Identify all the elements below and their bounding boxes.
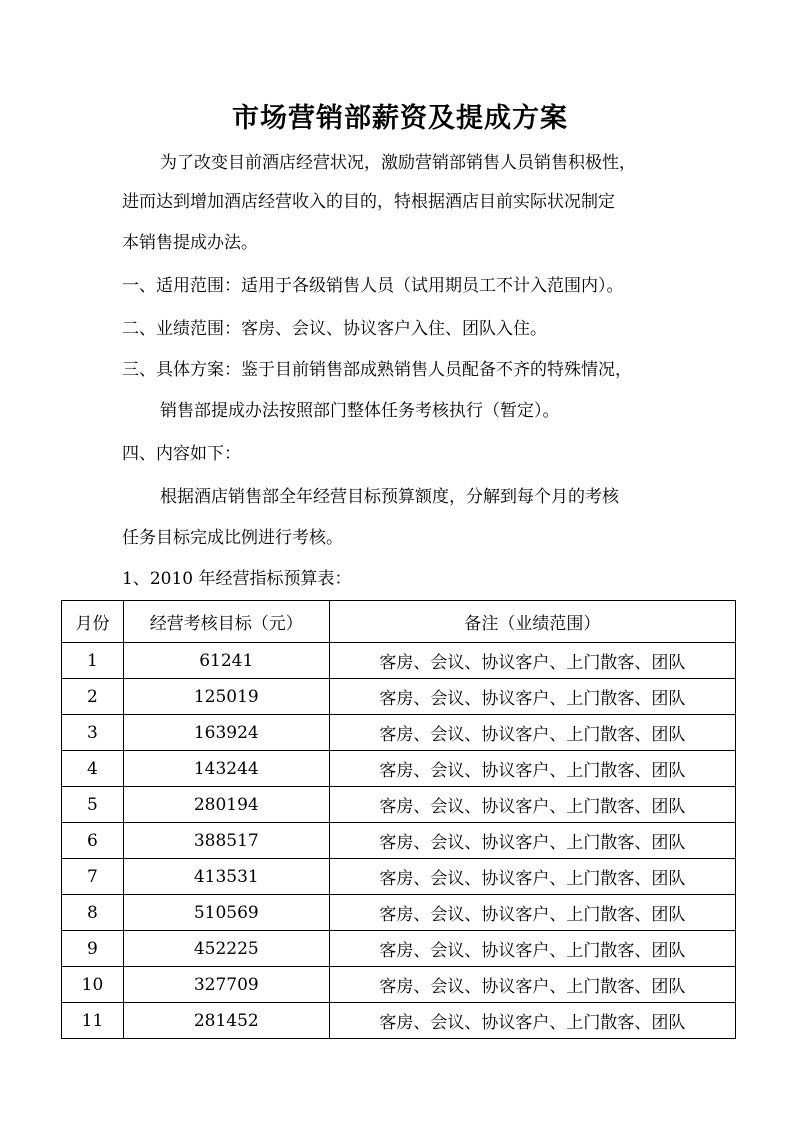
table-header-row [62,601,736,643]
month-cell: 1 [62,643,124,679]
note-cell: 客房、会议、协议客户、上门散客、团队 [329,823,735,859]
table-caption: 1、2010 年经营指标预算表： [122,569,352,589]
table-row [62,859,736,895]
document-title: 市场营销部薪资及提成方案 [232,103,568,134]
month-cell: 2 [62,679,124,715]
table-row [62,751,736,787]
table-row [62,967,736,1003]
table-row [62,931,736,967]
target-cell: 163924 [123,715,329,751]
month-cell: 4 [62,751,124,787]
month-cell: 3 [62,715,124,751]
target-cell: 452225 [123,931,329,967]
note-cell: 客房、会议、协议客户、上门散客、团队 [329,715,735,751]
table-row [62,679,736,715]
header-note: 备注（业绩范围） [329,601,735,643]
target-cell: 388517 [123,823,329,859]
month-cell: 8 [62,895,124,931]
note-cell: 客房、会议、协议客户、上门散客、团队 [329,751,735,787]
section-content-heading: 四、内容如下： [122,444,241,464]
section-plan-line-1: 三、具体方案：鉴于目前销售部成熟销售人员配备不齐的特殊情况， [122,360,632,380]
target-cell: 61241 [123,643,329,679]
header-target: 经营考核目标（元） [123,601,329,643]
month-cell: 11 [62,1003,124,1039]
note-cell: 客房、会议、协议客户、上门散客、团队 [329,1003,735,1039]
target-cell: 510569 [123,895,329,931]
section-performance-range: 二、业绩范围：客房、会议、协议客户入住、团队入住。 [122,319,547,339]
note-cell: 客房、会议、协议客户、上门散客、团队 [329,931,735,967]
target-cell: 413531 [123,859,329,895]
section-plan-line-2: 销售部提成办法按照部门整体任务考核执行（暂定）。 [160,401,560,421]
budget-table [61,600,736,1039]
target-cell: 125019 [123,679,329,715]
table-row [62,715,736,751]
table-row [62,787,736,823]
table-row [62,823,736,859]
intro-line-3: 本销售提成办法。 [122,233,258,253]
intro-line-2: 进而达到增加酒店经营收入的目的，特根据酒店目前实际状况制定 [122,192,615,212]
target-cell: 327709 [123,967,329,1003]
month-cell: 9 [62,931,124,967]
intro-line-1: 为了改变目前酒店经营状况，激励营销部销售人员销售积极性， [160,153,636,173]
table-row [62,643,736,679]
month-cell: 10 [62,967,124,1003]
header-month: 月份 [62,601,124,643]
target-cell: 281452 [123,1003,329,1039]
note-cell: 客房、会议、协议客户、上门散客、团队 [329,643,735,679]
month-cell: 5 [62,787,124,823]
note-cell: 客房、会议、协议客户、上门散客、团队 [329,859,735,895]
month-cell: 7 [62,859,124,895]
note-cell: 客房、会议、协议客户、上门散客、团队 [329,967,735,1003]
note-cell: 客房、会议、协议客户、上门散客、团队 [329,679,735,715]
month-cell: 6 [62,823,124,859]
note-cell: 客房、会议、协议客户、上门散客、团队 [329,895,735,931]
target-cell: 280194 [123,787,329,823]
table-row [62,1003,736,1039]
target-cell: 143244 [123,751,329,787]
note-cell: 客房、会议、协议客户、上门散客、团队 [329,787,735,823]
content-paragraph-line-2: 任务目标完成比例进行考核。 [122,528,343,548]
section-scope: 一、适用范围：适用于各级销售人员（试用期员工不计入范围内）。 [122,276,624,296]
content-paragraph-line-1: 根据酒店销售部全年经营目标预算额度，分解到每个月的考核 [160,487,619,507]
table-row [62,895,736,931]
